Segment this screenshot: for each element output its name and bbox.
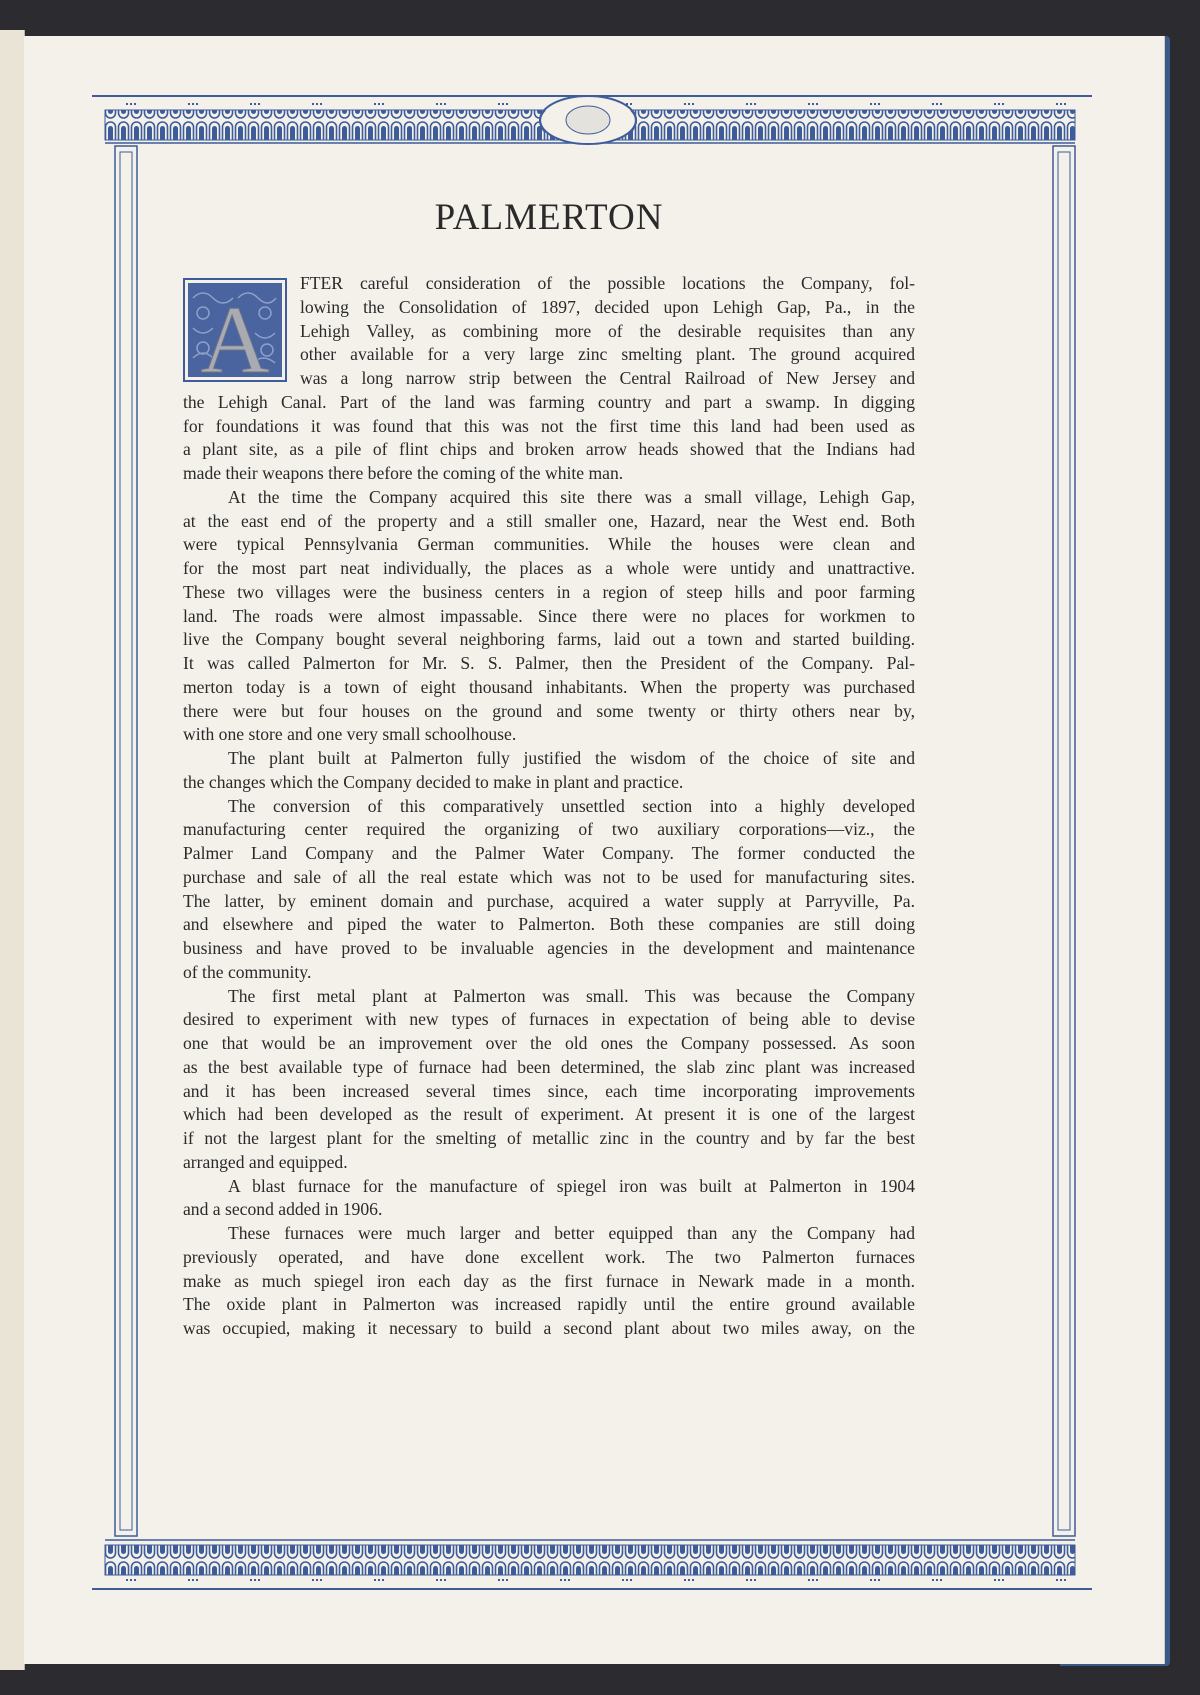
text-line: land. The roads were almost impassable. Since there were no places for workmen to: [183, 605, 915, 626]
text-line: of the community.: [183, 961, 312, 982]
text-line: A blast furnace for the manufacture of spiegel iron was built at Palmerton in 1904: [228, 1175, 915, 1196]
text-line: as the best available type of furnace had been determined, the slab zinc plant was increased: [183, 1056, 915, 1077]
text-line: for the most part neat individually, the places as a whole were untidy and unattractive.: [183, 558, 915, 578]
text-line: the changes which the Company decided to make in plant and practice.: [183, 771, 684, 792]
text-line: merton today is a town of eight thousand inhabitants. When the property was purchased: [183, 676, 915, 697]
text-line: The conversion of this comparatively unsettled section into a highly developed: [228, 795, 915, 816]
text-line: there were but four houses on the ground and some twenty or thirty others near by,: [183, 700, 915, 721]
text-line: business and have proved to be invaluable agencies in the development and maintenance: [183, 938, 915, 958]
text-line: for foundations it was found that this was not the first time this land had been used as: [183, 415, 915, 436]
text-line: It was called Palmerton for Mr. S. S. Palmer, then the President of the Company. Pal‐: [183, 653, 915, 673]
text-line: purchase and sale of all the real estate which was not to be used for manufacturing sites.: [183, 866, 915, 887]
text-line: FTER careful consideration of the possible locations the Company, fol‐: [300, 273, 915, 293]
text-line: other available for a very large zinc smelting plant. The ground acquired: [300, 344, 915, 365]
paragraph: [183, 1222, 915, 1341]
text-line: with one store and one very small schoolhouse.: [183, 724, 517, 745]
text-line: one that would be an improvement over the old ones the Company possessed. As soon: [183, 1033, 915, 1053]
text-line: were typical Pennsylvania German communities. While the houses were clean and: [183, 534, 915, 555]
paragraph: [183, 747, 915, 795]
text-line: a plant site, as a pile of flint chips and broken arrow heads showed that the Indians had: [183, 439, 915, 460]
text-line: The latter, by eminent domain and purchase, acquired a water supply at Parryville, Pa.: [183, 890, 915, 911]
text-line: and it has been increased several times since, each time incorporating improvements: [183, 1080, 915, 1101]
paragraph: [183, 272, 915, 486]
text-line: if not the largest plant for the smelting of metallic zinc in the country and by far the best: [183, 1128, 915, 1148]
text-line: was occupied, making it necessary to build a second plant about two miles away, on the: [183, 1318, 915, 1338]
text-line: Palmer Land Company and the Palmer Water Company. The former conducted the: [183, 843, 915, 863]
text-line: which had been developed as the result of experiment. At present it is one of the largest: [183, 1104, 915, 1125]
top-border: [92, 96, 1092, 144]
text-line: made their weapons there before the coming of the white man.: [183, 463, 624, 483]
text-line: The plant built at Palmerton fully justified the wisdom of the choice of site and: [228, 748, 915, 768]
text-line: manufacturing center required the organizing of two auxiliary corporations—viz., the: [183, 819, 915, 840]
text-line: lowing the Consolidation of 1897, decided upon Lehigh Gap, Pa., in the: [300, 296, 915, 317]
text-line: and elsewhere and piped the water to Palmerton. Both these companies are still doing: [183, 914, 915, 935]
paragraph: [183, 985, 915, 1175]
paragraph: [183, 486, 915, 747]
text-line: was a long narrow strip between the Central Railroad of New Jersey and: [300, 368, 915, 388]
text-line: at the east end of the property and a still smaller one, Hazard, near the West end. Both: [183, 510, 915, 531]
text-line: These two villages were the business centers in a region of steep hills and poor farming: [183, 581, 915, 602]
text-line: The oxide plant in Palmerton was increased rapidly until the entire ground available: [183, 1294, 915, 1315]
text-line: The first metal plant at Palmerton was small. This was because the Company: [228, 985, 915, 1006]
text-line: At the time the Company acquired this site there was a small village, Lehigh Gap,: [228, 486, 915, 507]
text-line: Lehigh Valley, as combining more of the desirable requisites than any: [300, 320, 915, 341]
text-line: the Lehigh Canal. Part of the land was farming country and part a swamp. In digging: [183, 391, 915, 412]
paragraph: [183, 795, 915, 985]
text-line: live the Company bought several neighboring farms, laid out a town and started building.: [183, 629, 915, 650]
text-line: These furnaces were much larger and better equipped than any the Company had: [228, 1223, 915, 1243]
body-text: [183, 272, 915, 1341]
text-line: desired to experiment with new types of furnaces in expectation of being able to devise: [183, 1009, 915, 1030]
bottom-border: [92, 1540, 1092, 1589]
text-line: make as much spiegel iron each day as the first furnace in Newark made in a month.: [183, 1270, 915, 1291]
text-line: and a second added in 1906.: [183, 1199, 383, 1220]
page-title: PALMERTON: [434, 197, 664, 238]
paragraph: [183, 1175, 915, 1223]
text-line: previously operated, and have done excellent work. The two Palmerton furnaces: [183, 1246, 915, 1267]
text-line: arranged and equipped.: [183, 1151, 348, 1172]
cartouche-ornament: [540, 96, 636, 144]
drop-cap-letter: A: [200, 286, 270, 382]
